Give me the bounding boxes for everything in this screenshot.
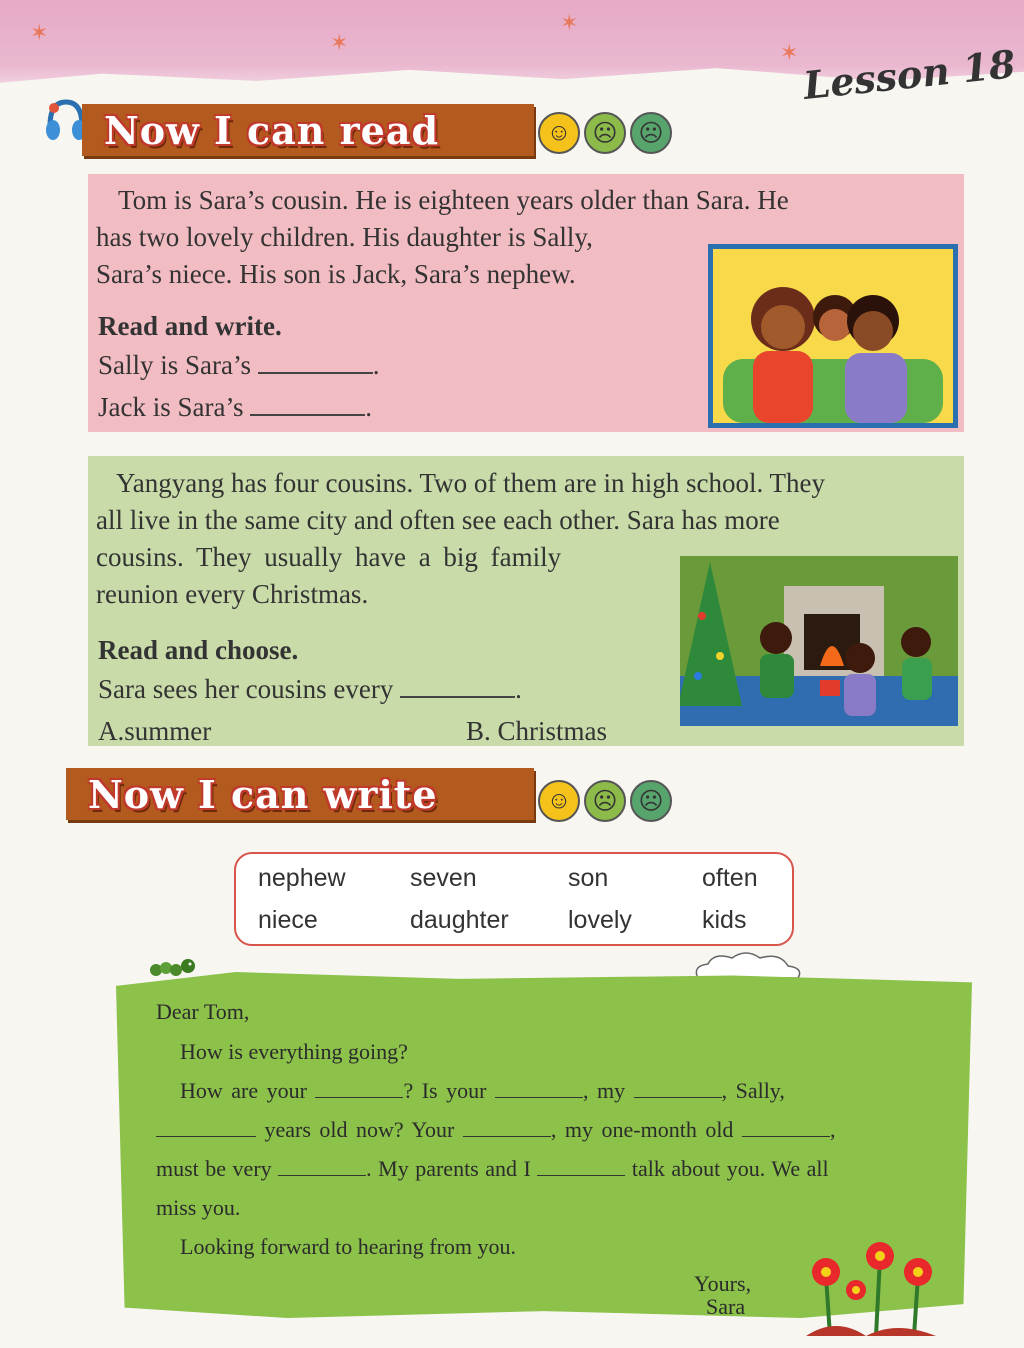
star-decoration: ✶ [30,20,49,45]
task1-question-2 [98,389,372,426]
sad-face-icon[interactable]: ☹ [630,780,672,822]
star-decoration: ✶ [560,10,579,35]
word-bank-item: daughter [410,906,509,934]
word-bank-item: son [568,864,609,892]
letter-text: . My parents and I [366,1156,531,1181]
word-bank-item: often [702,864,758,892]
read-section-title: Now I can read [104,107,440,153]
sad-face-icon[interactable]: ☹ [630,112,672,154]
letter-text: , Sally, [721,1078,785,1103]
letter-text: talk about you. We all [631,1156,829,1181]
option-a[interactable]: A.summer [98,716,212,746]
letter-closing: Yours, [694,1271,752,1296]
letter-line-5: miss you. [156,1195,241,1220]
write-section-title: Now I can write [88,771,438,817]
happy-face-icon[interactable]: ☺ [538,780,580,822]
letter-blank[interactable] [278,1157,366,1176]
task1-heading: Read and write. [98,311,282,341]
christmas-illustration [680,556,958,726]
flower-icon [796,1236,946,1345]
rating-faces-write [538,780,672,822]
letter-text: must be very [156,1156,272,1181]
worried-face-icon[interactable]: ☹ [584,112,626,154]
letter-blank[interactable] [315,1079,403,1098]
passage2-line3: cousins. They usually have a big family [96,542,562,572]
letter-blank[interactable] [634,1079,722,1098]
write-section-banner [66,768,534,820]
letter-blank[interactable] [742,1118,830,1137]
letter-blank[interactable] [537,1157,625,1176]
task2-heading: Read and choose. [98,635,299,665]
read-section-banner [82,104,534,156]
task1-q1-text: Sally is Sara’s [98,350,251,380]
period: . [515,674,522,704]
family-illustration [708,244,958,428]
passage1-line2: has two lovely children. His daughter is Sally, [96,222,593,252]
happy-face-icon[interactable]: ☺ [538,112,580,154]
word-bank-item: kids [702,906,747,934]
rating-faces-read [538,112,672,154]
letter-blank[interactable] [463,1118,551,1137]
period: . [365,392,372,422]
letter-line-4 [156,1155,829,1183]
letter-signature: Sara [706,1294,746,1319]
answer-blank[interactable] [258,350,373,374]
star-decoration: ✶ [780,40,799,65]
letter-text: , [829,1117,836,1142]
task1-q2-text: Jack is Sara’s [98,392,244,422]
word-bank-item: nephew [258,864,346,892]
letter-text: , my [582,1078,626,1103]
word-bank-item: seven [410,864,477,892]
word-bank-item: niece [258,906,318,934]
period: . [372,350,380,380]
passage1-line1: Tom is Sara’s cousin. He is eighteen years older than Sara. He [118,185,789,215]
letter-blank[interactable] [495,1079,583,1098]
passage2-line4: reunion every Christmas. [96,579,369,609]
letter-line-3 [156,1116,835,1144]
letter-text: How are your [180,1078,307,1103]
letter-text: years old now? Your [264,1117,455,1142]
letter-text: , my one-month old [550,1117,734,1142]
worried-face-icon[interactable]: ☹ [584,780,626,822]
passage1-line3: Sara’s niece. His son is Jack, Sara’s nephew. [96,259,576,289]
letter-line-6: Looking forward to hearing from you. [180,1234,517,1259]
answer-blank[interactable] [400,674,515,698]
letter-text: ? Is your [403,1078,487,1103]
star-decoration: ✶ [330,30,349,55]
task1-question-1 [98,347,380,384]
letter-line-2 [180,1077,785,1105]
lesson-label: Lesson [801,47,953,108]
answer-blank[interactable] [250,392,365,416]
option-b[interactable]: B. Christmas [466,716,608,746]
passage2-line2: all live in the same city and often see each other. Sara has more [96,505,780,535]
word-bank-item: lovely [568,906,632,934]
task2-question-text: Sara sees her cousins every [98,674,394,704]
letter-blank[interactable] [156,1118,256,1137]
letter-line-1: How is everything going? [180,1039,408,1064]
lesson-number: 18 [960,41,1018,92]
letter-greeting: Dear Tom, [156,999,250,1024]
task2-question [98,671,522,708]
word-bank [234,852,794,946]
passage2-line1: Yangyang has four cousins. Two of them are in high school. They [116,468,826,498]
